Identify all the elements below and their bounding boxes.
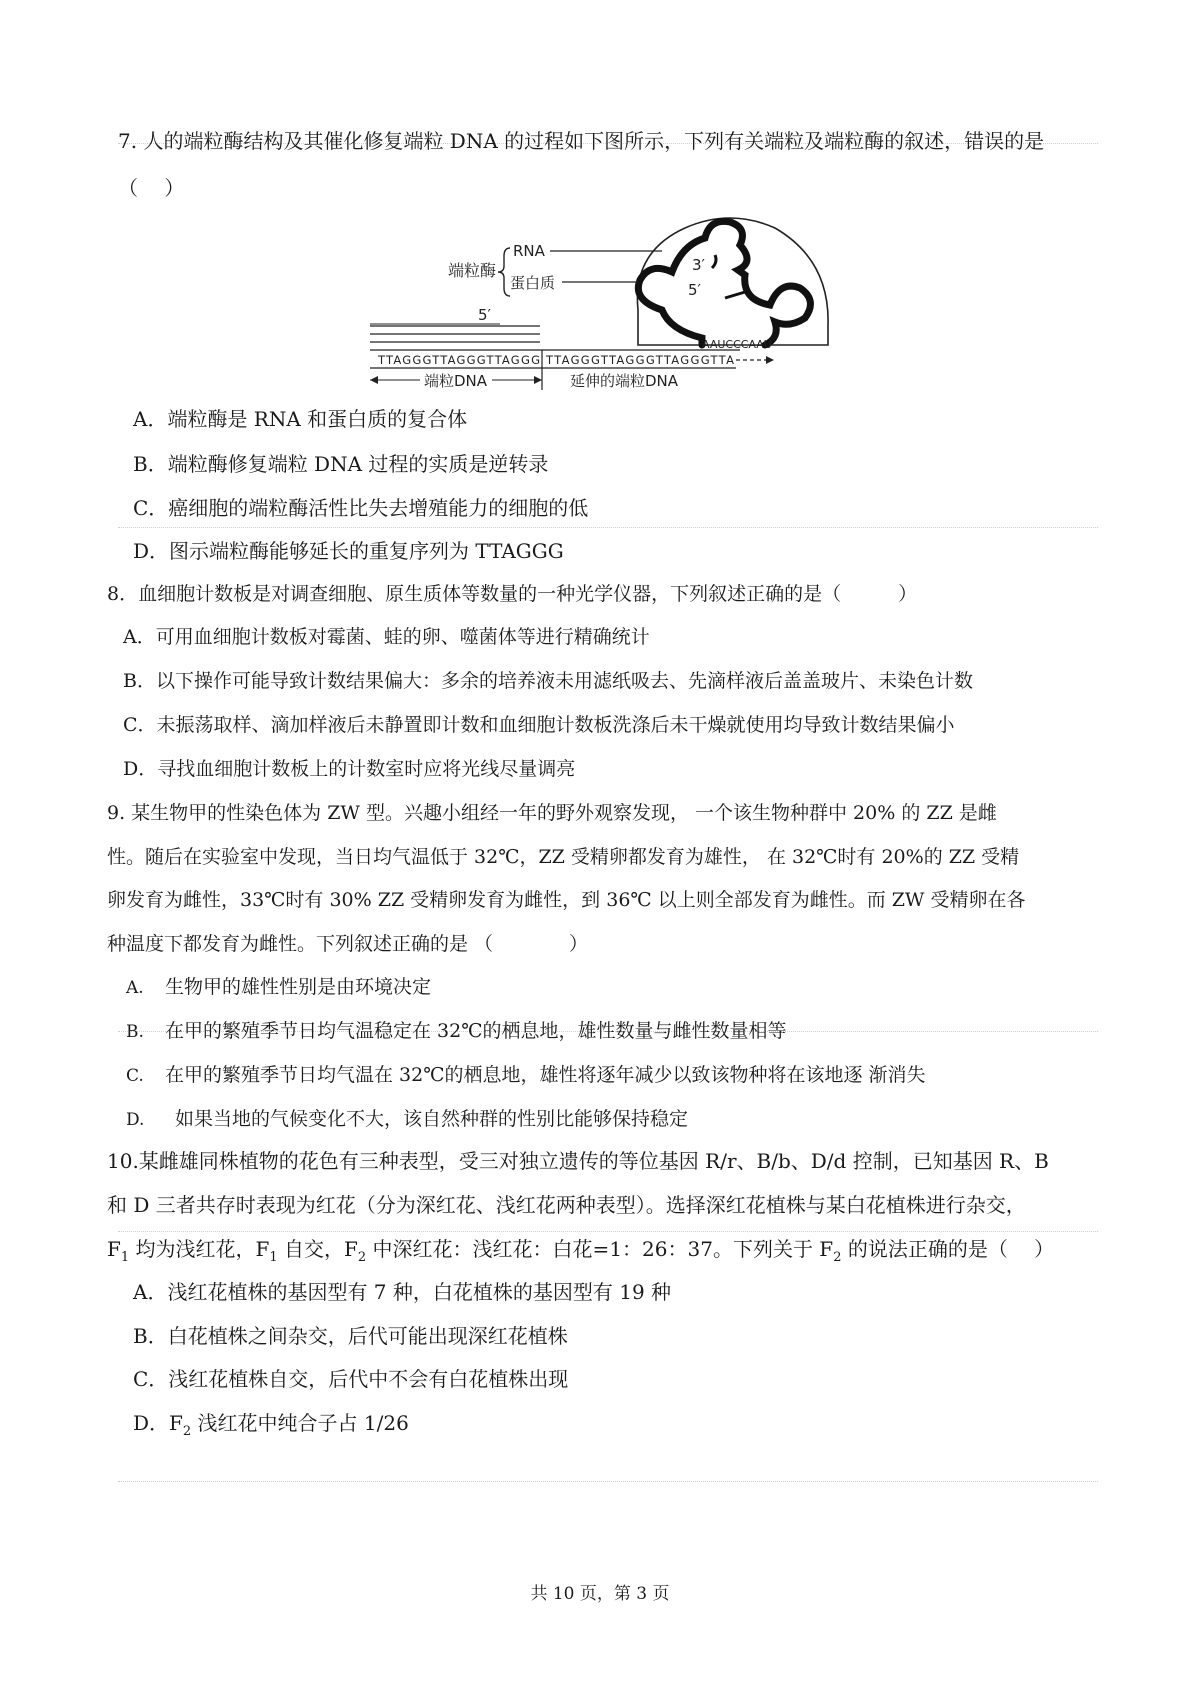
q9-option-a: 生物甲的雄性性别是由环境决定 bbox=[165, 976, 432, 998]
diagram-telomere-dna-label: 端粒DNA bbox=[424, 372, 488, 390]
q10-option-b: B．白花植株之间杂交，后代可能出现深红花植株 bbox=[133, 1324, 568, 1348]
q9-option-b-letter: B. bbox=[126, 1022, 144, 1042]
q8-option-b: B．以下操作可能导致计数结果偏大：多余的培养液未用滤纸吸去、先滴样液后盖盖玻片、未染色计数 bbox=[123, 670, 973, 692]
q9-option-c-letter: C. bbox=[126, 1066, 144, 1086]
diagram-extended-dna-label: 延伸的端粒DNA bbox=[570, 372, 679, 390]
diagram-seq-left: TTAGGGTTAGGGTTAGGG bbox=[378, 353, 540, 367]
q10-stem-part: 的说法正确的是（ ） bbox=[841, 1237, 1055, 1261]
q8-option-d: D．寻找血细胞计数板上的计数室时应将光线尽量调亮 bbox=[123, 758, 576, 780]
diagram-enzyme-label: 端粒酶 bbox=[448, 261, 497, 280]
diagram-protein-label: 蛋白质 bbox=[510, 274, 556, 292]
q10-option-d-sub: 2 bbox=[182, 1424, 192, 1439]
rna-5-end bbox=[725, 292, 745, 298]
q10-option-a: A．浅红花植株的基因型有 7 种，白花植株的基因型有 19 种 bbox=[133, 1280, 672, 1304]
extension-arrow-head bbox=[766, 356, 774, 364]
diagram-5-prime-enzyme: 5′ bbox=[688, 281, 701, 299]
q7-option-a: A．端粒酶是 RNA 和蛋白质的复合体 bbox=[133, 407, 468, 431]
q7-option-d: D．图示端粒酶能够延长的重复序列为 TTAGGG bbox=[133, 539, 564, 563]
telomere-span-arrow-right bbox=[534, 376, 542, 384]
telomerase-diagram bbox=[370, 200, 840, 430]
q9-stem-line-2: 性。随后在实验室中发现，当日均气温低于 32℃，ZZ 受精卵都发育为雄性， 在 32℃时有 20%的 ZZ 受精 bbox=[107, 846, 1020, 868]
page-footer: 共 10 页，第 3 页 bbox=[530, 1584, 670, 1604]
q7-stem-line-1: 7. 人的端粒酶结构及其催化修复端粒 DNA 的过程如下图所示，下列有关端粒及端粒酶的叙述，错误的是 bbox=[118, 129, 1045, 153]
rna-inner-loop bbox=[652, 280, 670, 286]
rna-3-end bbox=[712, 255, 716, 268]
q10-stem-part: 中深红花：浅红花：白花=1：26：37。下列关于 F bbox=[366, 1237, 834, 1261]
enzyme-brace bbox=[498, 248, 510, 296]
q8-option-c: C．未振荡取样、滴加样液后未静置即计数和血细胞计数板洗涤后未干燥就使用均导致计数结果偏小 bbox=[123, 714, 955, 736]
diagram-5-prime-strand: 5′ bbox=[478, 306, 491, 324]
q8-stem: 8．血细胞计数板是对调查细胞、原生质体等数量的一种光学仪器，下列叙述正确的是（ ） bbox=[107, 583, 918, 605]
q10-stem-line-2: 和 D 三者共存时表现为红花（分为深红花、浅红花两种表型）。选择深红花植株与某白花植株进行杂交， bbox=[107, 1193, 1026, 1217]
q9-option-c: 在甲的繁殖季节日均气温在 32℃的栖息地，雄性将逐年减少以致该物种将在该地逐 渐消失 bbox=[165, 1064, 926, 1086]
scan-rule bbox=[118, 1481, 1098, 1482]
q10-option-d-part: D．F bbox=[133, 1411, 183, 1435]
q10-sub-3: 2 bbox=[357, 1250, 367, 1265]
diagram-template-seq: AAUCCCAAU bbox=[702, 338, 772, 351]
scan-rule bbox=[118, 1231, 1098, 1232]
rna-inner-loop bbox=[720, 230, 734, 240]
q10-stem-part: 自交，F bbox=[277, 1237, 358, 1261]
telomere-span-arrow-left bbox=[370, 376, 378, 384]
q10-sub-1: 1 bbox=[120, 1250, 130, 1265]
q10-option-d-part: 浅红花中纯合子占 1/26 bbox=[191, 1411, 409, 1435]
diagram-3-prime: 3′ bbox=[692, 256, 705, 274]
q10-option-d bbox=[133, 1410, 409, 1439]
q7-stem-line-2: （ ） bbox=[118, 176, 185, 200]
scan-rule bbox=[118, 527, 1098, 528]
q10-option-c: C．浅红花植株自交，后代中不会有白花植株出现 bbox=[133, 1367, 569, 1391]
q9-stem-line-1: 9. 某生物甲的性染色体为 ZW 型。兴趣小组经一年的野外观察发现， 一个该生物种群中 20% 的 ZZ 是雌 bbox=[107, 802, 997, 824]
q8-option-a: A．可用血细胞计数板对霉菌、蛙的卵、噬菌体等进行精确统计 bbox=[123, 626, 650, 648]
q9-stem-line-3: 卵发育为雌性，33℃时有 30% ZZ 受精卵发育为雌性，到 36℃ 以上则全部发育为雌性。而 ZW 受精卵在各 bbox=[107, 889, 1026, 911]
rna-inner-loop bbox=[788, 296, 799, 312]
q7-option-b: B．端粒酶修复端粒 DNA 过程的实质是逆转录 bbox=[133, 452, 549, 476]
q9-option-a-letter: A. bbox=[126, 978, 144, 998]
q10-stem-line-1: 10.某雌雄同株植物的花色有三种表型，受三对独立遗传的等位基因 R/r、B/b、D/d 控制，已知基因 R、B bbox=[107, 1149, 1049, 1173]
q9-stem-line-4: 种温度下都发育为雌性。下列叙述正确的是 （ ） bbox=[107, 933, 589, 955]
q7-option-c: C．癌细胞的端粒酶活性比失去增殖能力的细胞的低 bbox=[133, 496, 589, 520]
q10-stem-line-3 bbox=[107, 1236, 1055, 1265]
q9-option-d: 如果当地的气候变化不大，该自然种群的性别比能够保持稳定 bbox=[175, 1108, 689, 1130]
q10-sub-4: 2 bbox=[833, 1250, 842, 1265]
diagram-seq-right: TTAGGGTTAGGGTTAGGGTTA bbox=[546, 353, 734, 367]
q9-option-d-letter: D. bbox=[126, 1110, 145, 1130]
q10-stem-f: F bbox=[107, 1237, 121, 1261]
q10-stem-part: 均为浅红花，F bbox=[129, 1237, 270, 1261]
q9-option-b: 在甲的繁殖季节日均气温稳定在 32℃的栖息地，雄性数量与雌性数量相等 bbox=[165, 1020, 787, 1042]
diagram-rna-label: RNA bbox=[513, 242, 545, 260]
q10-sub-2: 1 bbox=[269, 1250, 278, 1265]
